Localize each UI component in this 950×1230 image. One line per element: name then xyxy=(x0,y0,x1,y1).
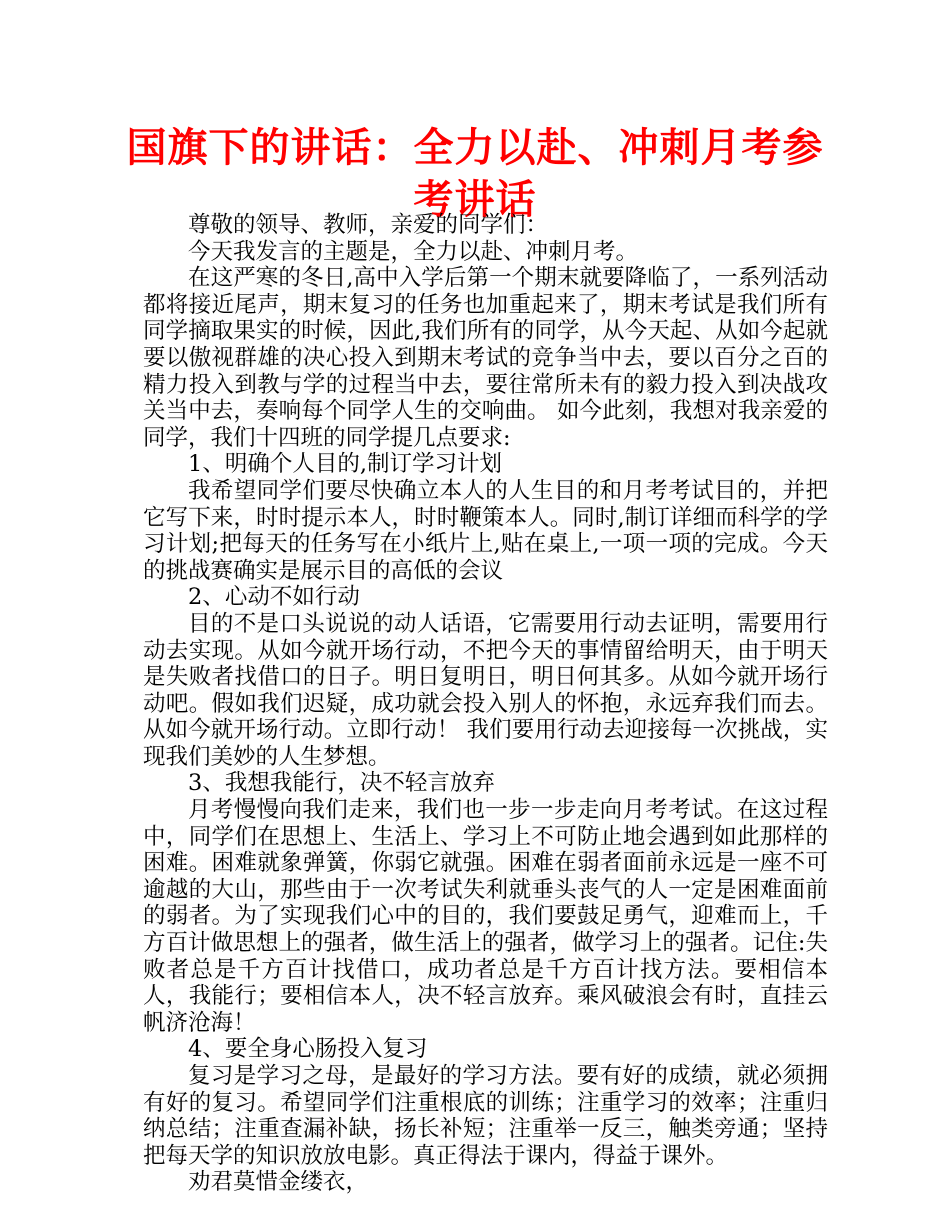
paragraph-closing: 劝君莫惜金缕衣， xyxy=(188,1169,369,1196)
document-title: 国旗下的讲话：全力以赴、冲刺月考参考讲话 xyxy=(126,125,824,223)
section-heading-3: 3、我想我能行，决不轻言放弃 xyxy=(188,770,495,797)
paragraph-salutation: 尊敬的领导、教师，亲爱的同学们： xyxy=(188,212,549,238)
paragraph-section-2: 目的不是口头说说的动人话语，它需要用行动去证明，需要用行动去实现。从如今就开场行动，不把今天的事情留给明天，由于明天是失败者找借口的日子。明日复明日，明日何其多。从如今就开场行动吧。假如我们迟疑，成功就会投入别人的怀抱，永远弃我们而去。从如今就开场行动。立即行动！ 我们要用行动去迎接每一次挑战，实现我们美妙的人生梦想。 xyxy=(143,610,828,770)
document-body xyxy=(143,212,828,1196)
paragraph-topic: 今天我发言的主题是，全力以赴、冲刺月考。 xyxy=(188,238,639,265)
section-heading-2: 2、心动不如行动 xyxy=(188,584,360,611)
paragraph-section-4: 复习是学习之母，是最好的学习方法。要有好的成绩，就必须拥有好的复习。希望同学们注重根底的训练；注重学习的效率；注重归纳总结；注重查漏补缺，扬长补短；注重举一反三，触类旁通；坚持把每天学的知识放放电影。真正得法于课内，得益于课外。 xyxy=(143,1063,828,1169)
paragraph-intro: 在这严寒的冬日,高中入学后第一个期末就要降临了，一系列活动都将接近尾声，期末复习的任务也加重起来了，期末考试是我们所有同学摘取果实的时候，因此,我们所有的同学，从今天起、从如今起就要以傲视群雄的决心投入到期末考试的竞争当中去，要以百分之百的精力投入到教与学的过程当中去，要往常所未有的毅力投入到决战攻关当中去，奏响每个同学人生的交响曲。 如今此刻，我想对我亲爱的同学，我们十四班的同学提几点要求: xyxy=(143,265,828,451)
paragraph-section-3: 月考慢慢向我们走来，我们也一步一步走向月考考试。在这过程中，同学们在思想上、生活上、学习上不可防止地会遇到如此那样的困难。困难就象弹簧，你弱它就强。困难在弱者面前永远是一座不可逾越的大山，那些由于一次考试失利就垂头丧气的人一定是困难面前的弱者。为了实现我们心中的目的，我们要鼓足勇气，迎难而上，千方百计做思想上的强者，做生活上的强者，做学习上的强者。记住:失败者总是千方百计找借口，成功者总是千方百计找方法。要相信本人，我能行；要相信本人，决不轻言放弃。乘风破浪会有时，直挂云帆济沧海！ xyxy=(143,797,828,1036)
section-heading-1: 1、明确个人目的,制订学习计划 xyxy=(188,451,502,478)
paragraph-section-1: 我希望同学们要尽快确立本人的人生目的和月考考试目的，并把它写下来，时时提示本人，时时鞭策本人。同时,制订详细而科学的学习计划;把每天的任务写在小纸片上,贴在桌上,一项一项的完成。今天的挑战赛确实是展示目的高低的会议 xyxy=(143,477,828,584)
section-heading-4: 4、要全身心肠投入复习 xyxy=(188,1036,428,1063)
